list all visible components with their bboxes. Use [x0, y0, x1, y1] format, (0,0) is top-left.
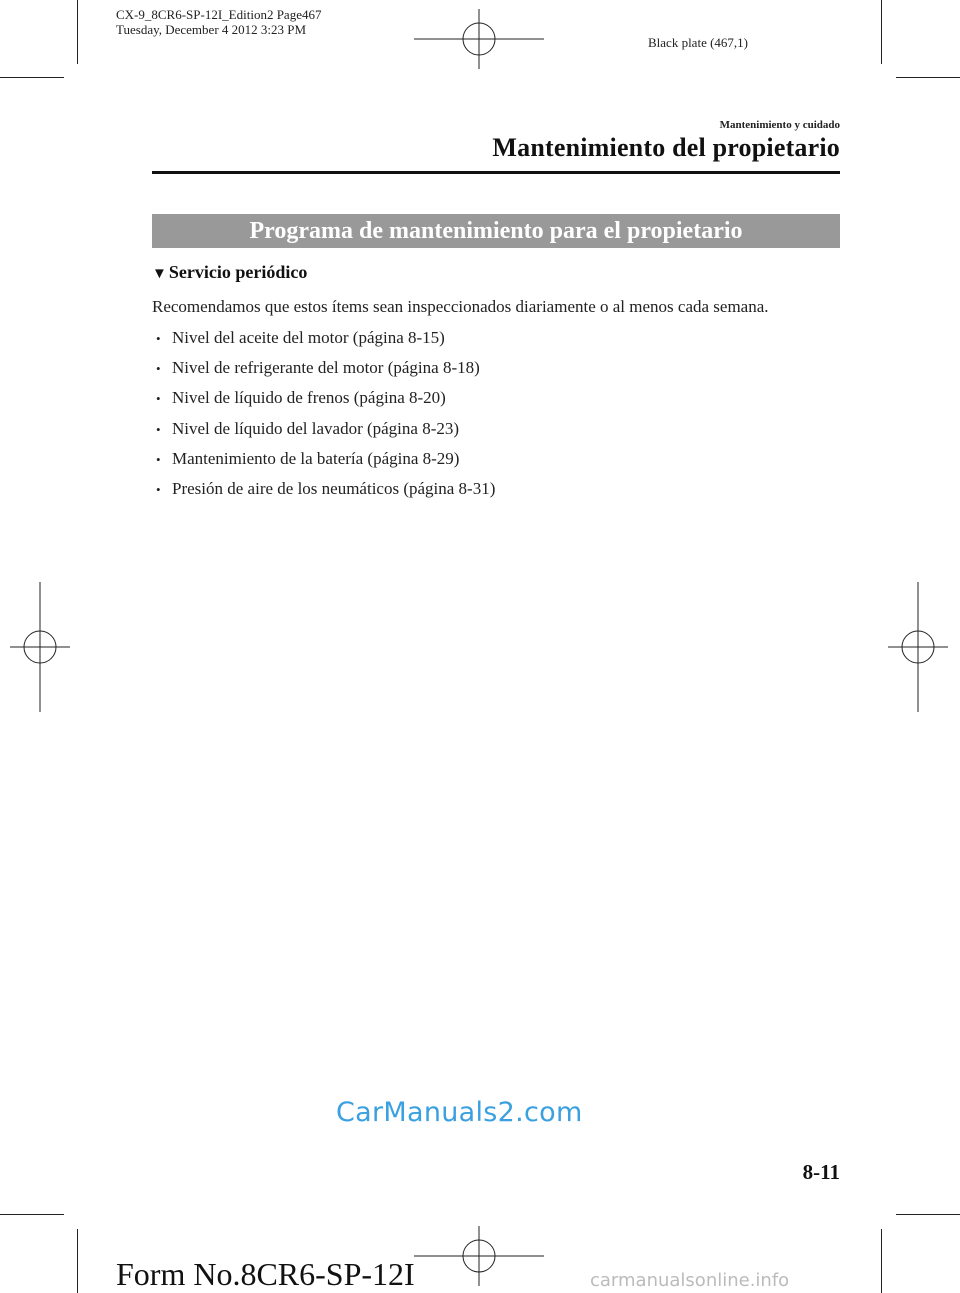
crop-mark — [896, 77, 960, 78]
watermark-link[interactable]: CarManuals2.com — [336, 1097, 583, 1128]
list-item: • Nivel de líquido del lavador (página 8-23) — [156, 418, 495, 448]
site-watermark[interactable]: carmanualsonline.info — [590, 1270, 790, 1291]
bullet-icon: • — [156, 331, 161, 346]
subheading — [152, 262, 307, 283]
bullet-icon: • — [156, 391, 161, 407]
crop-mark — [77, 0, 78, 64]
triangle-down-icon: ▼ — [152, 266, 167, 282]
registration-mark-top — [414, 9, 544, 69]
page-number: 8-11 — [802, 1160, 840, 1184]
slug-line-1: CX-9_8CR6-SP-12I_Edition2 Page467 — [116, 7, 322, 22]
plate-label: Black plate (467,1) — [648, 35, 748, 50]
crop-mark — [881, 0, 882, 64]
bullet-icon: • — [156, 421, 161, 437]
checklist — [156, 327, 495, 508]
section-banner: Programa de mantenimiento para el propietario — [152, 214, 840, 248]
list-item: • Mantenimiento de la batería (página 8-29) — [156, 448, 495, 478]
crop-mark — [0, 77, 64, 78]
list-item: • Nivel de líquido de frenos (página 8-20) — [156, 387, 495, 417]
print-slug — [116, 7, 321, 37]
bullet-icon: • — [156, 481, 161, 497]
subheading-text: Servicio periódico — [168, 262, 308, 282]
slug-line-2: Tuesday, December 4 2012 3:23 PM — [116, 22, 307, 37]
form-number: Form No.8CR6-SP-12I — [116, 1256, 415, 1292]
registration-mark-left — [10, 582, 70, 712]
registration-mark-right — [888, 582, 948, 712]
bullet-icon: • — [156, 361, 161, 377]
crop-mark — [0, 1214, 64, 1215]
list-item: • Presión de aire de los neumáticos (página 8-31) — [156, 478, 495, 508]
section-title: Mantenimiento del propietario — [492, 133, 840, 162]
bullet-icon: • — [156, 451, 161, 467]
intro-paragraph: Recomendamos que estos ítems sean inspeccionados diariamente o al menos cada semana. — [152, 297, 769, 316]
crop-mark — [881, 1229, 882, 1293]
list-item: • Nivel de refrigerante del motor (página 8-18) — [156, 357, 495, 387]
registration-mark-bottom — [414, 1226, 544, 1286]
header-rule — [152, 171, 840, 174]
crop-mark — [896, 1214, 960, 1215]
crop-mark — [77, 1229, 78, 1293]
chapter-title: Mantenimiento y cuidado — [719, 119, 840, 131]
list-item: • Nivel del aceite del motor (página 8-15) — [156, 327, 495, 357]
